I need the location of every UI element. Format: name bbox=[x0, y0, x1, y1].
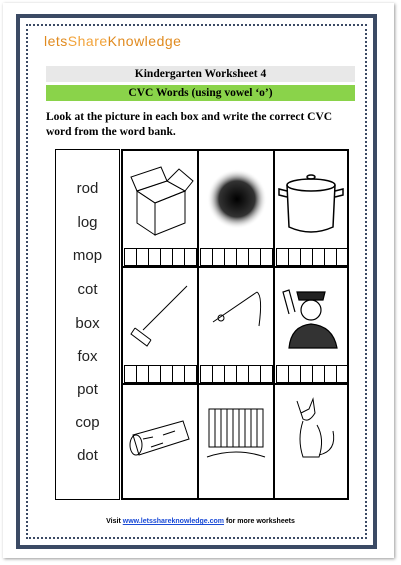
answer-boxes[interactable] bbox=[124, 248, 196, 266]
dot-icon bbox=[199, 151, 273, 247]
picture-cell bbox=[274, 384, 348, 499]
instructions: Look at the picture in each box and write the correct CVC word from the word bank. bbox=[46, 111, 333, 138]
word-bank-item: fox bbox=[77, 348, 98, 365]
box-icon bbox=[123, 151, 197, 247]
cop-icon bbox=[275, 268, 347, 364]
footer bbox=[0, 518, 401, 525]
worksheet-subtitle: CVC Words (using vowel ‘o’) bbox=[46, 85, 355, 101]
mop-icon bbox=[123, 268, 197, 364]
footer-suffix: for more worksheets bbox=[225, 518, 295, 525]
answer-boxes[interactable] bbox=[276, 365, 348, 383]
picture-cell bbox=[122, 267, 198, 384]
answer-boxes[interactable] bbox=[124, 365, 196, 383]
fishing-rod-icon bbox=[199, 268, 273, 364]
worksheet-title: Kindergarten Worksheet 4 bbox=[46, 66, 355, 82]
word-bank-item: cop bbox=[75, 414, 100, 431]
logo-part-share: Share bbox=[67, 33, 108, 49]
picture-cell bbox=[198, 384, 274, 499]
answer-boxes[interactable] bbox=[200, 365, 272, 383]
picture-cell bbox=[274, 150, 348, 267]
log-icon bbox=[123, 385, 197, 481]
word-bank-item: log bbox=[77, 214, 98, 231]
picture-grid bbox=[121, 149, 349, 500]
picture-cell bbox=[122, 384, 198, 499]
word-bank-item: dot bbox=[77, 447, 98, 464]
cot-icon bbox=[199, 385, 273, 481]
picture-cell bbox=[274, 267, 348, 384]
answer-boxes[interactable] bbox=[276, 248, 348, 266]
word-bank-item: box bbox=[75, 315, 100, 332]
footer-prefix: Visit bbox=[106, 518, 121, 525]
footer-link[interactable]: www.letsshareknowledge.com bbox=[122, 518, 225, 525]
answer-boxes[interactable] bbox=[200, 248, 272, 266]
fox-icon bbox=[275, 385, 347, 481]
picture-cell bbox=[198, 150, 274, 267]
picture-cell bbox=[122, 150, 198, 267]
word-bank-item: cot bbox=[77, 281, 98, 298]
word-bank-item: pot bbox=[77, 381, 98, 398]
site-logo bbox=[44, 33, 181, 49]
word-bank-item: mop bbox=[72, 247, 103, 264]
pot-icon bbox=[275, 151, 347, 247]
logo-part-knowledge: Knowledge bbox=[107, 33, 182, 49]
picture-cell bbox=[198, 267, 274, 384]
logo-part-lets: lets bbox=[44, 33, 68, 49]
word-bank bbox=[55, 149, 120, 500]
word-bank-item: rod bbox=[76, 180, 99, 197]
